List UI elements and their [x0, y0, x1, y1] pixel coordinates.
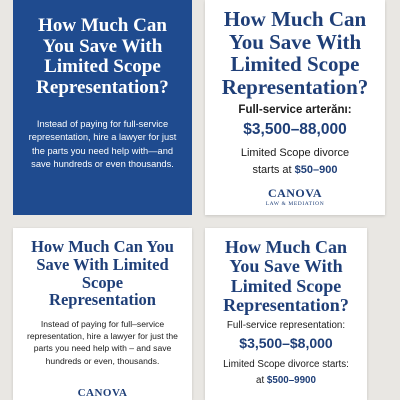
full-service-price: $3,500–$8,000	[239, 335, 333, 351]
promo-card-navy	[13, 0, 192, 215]
full-service-price: $3,500–88,000	[243, 121, 347, 138]
card-body-text: Instead of paying for full-service representation, hire a lawyer for just the parts you need help with—and save hundreds or even thousands.	[28, 119, 177, 170]
promo-card-pricing-large	[205, 0, 385, 215]
promo-card-white	[13, 228, 192, 400]
limited-scope-prefix: starts at	[252, 164, 292, 176]
logo-name: CANOVA	[267, 186, 323, 200]
full-service-label: Full-service representation:	[226, 320, 346, 331]
limited-scope-price: $500–9900	[266, 375, 316, 386]
limited-scope-line	[205, 164, 385, 176]
limited-scope-price: $50–900	[294, 164, 338, 176]
limited-scope-label: Limited Scope divorce	[240, 147, 350, 159]
card-heading: How Much Can You Save With Limited Scope Representation	[31, 237, 174, 310]
limited-scope-line	[205, 375, 367, 386]
full-service-label: Full-service artеrănı:	[238, 104, 352, 116]
card-heading: How Much Can You Save With Limited Scope Representation?	[221, 7, 369, 100]
logo-tagline: LAW & MEDIATION	[265, 201, 325, 207]
card-body-text: Instead of paying for full–service representation, hire a lawyer for just the parts you need help with – and save hundreds or even, thousands.	[27, 319, 178, 366]
promo-card-pricing-small	[205, 228, 367, 400]
limited-scope-prefix: at	[256, 375, 265, 386]
canova-logo: CANOVA	[77, 387, 128, 399]
card-heading: How Much Can You Save With Limited Scope Representation?	[223, 237, 349, 316]
canova-logo	[205, 186, 385, 207]
card-heading: How Much Can You Save With Limited Scope Representation?	[36, 15, 169, 98]
limited-scope-label: Limited Scope divorce starts:	[223, 359, 349, 370]
